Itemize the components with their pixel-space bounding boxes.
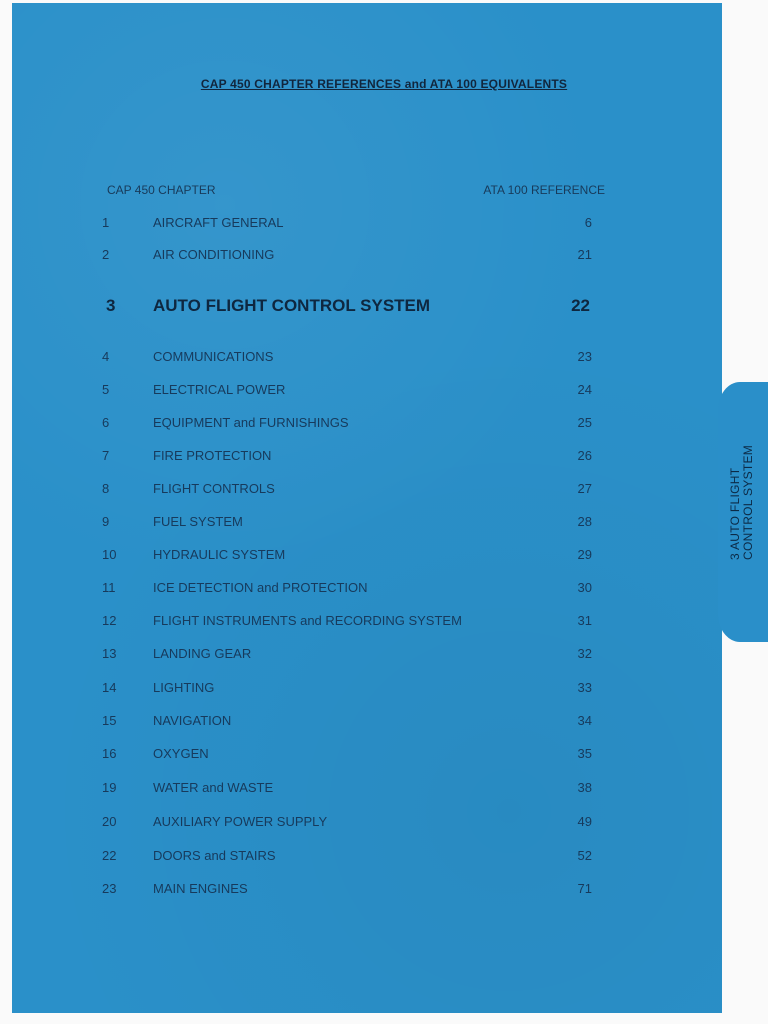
chapter-title: ICE DETECTION and PROTECTION — [153, 580, 368, 595]
table-row — [0, 382, 768, 402]
table-row — [0, 746, 768, 766]
chapter-title: DOORS and STAIRS — [153, 848, 276, 863]
chapter-title: MAIN ENGINES — [153, 881, 248, 896]
table-row — [0, 247, 768, 267]
chapter-title: WATER and WASTE — [153, 780, 274, 795]
chapter-number: 15 — [102, 713, 117, 728]
chapter-title: LIGHTING — [153, 680, 215, 695]
table-row — [0, 349, 768, 369]
table-row — [0, 814, 768, 834]
chapter-number: 8 — [102, 481, 110, 496]
chapter-title: FLIGHT CONTROLS — [153, 481, 275, 496]
chapter-number: 12 — [102, 613, 117, 628]
chapter-title: FUEL SYSTEM — [153, 514, 243, 529]
chapter-title: COMMUNICATIONS — [153, 349, 274, 364]
table-row — [0, 680, 768, 700]
table-row — [0, 448, 768, 468]
ata-reference: 33 — [577, 680, 592, 695]
document-title: CAP 450 CHAPTER REFERENCES and ATA 100 EQUIVALENTS — [200, 77, 568, 91]
table-row — [0, 613, 768, 633]
table-row — [0, 580, 768, 600]
table-row — [0, 848, 768, 868]
chapter-number: 7 — [102, 448, 110, 463]
chapter-title: OXYGEN — [153, 746, 209, 761]
ata-reference: 30 — [577, 580, 592, 595]
chapter-number: 23 — [102, 881, 117, 896]
chapter-number: 14 — [102, 680, 117, 695]
chapter-number: 1 — [102, 215, 110, 230]
chapter-number: 11 — [102, 580, 116, 595]
chapter-title: ELECTRICAL POWER — [153, 382, 286, 397]
ata-reference: 35 — [577, 746, 592, 761]
chapter-title: AUTO FLIGHT CONTROL SYSTEM — [153, 296, 431, 315]
table-row — [0, 215, 768, 235]
chapter-number: 9 — [102, 514, 110, 529]
tab-label-line-1: 3 AUTO FLIGHT — [728, 467, 742, 560]
column-header-ata100: ATA 100 REFERENCE — [483, 183, 605, 197]
ata-reference: 38 — [577, 780, 592, 795]
table-row — [0, 646, 768, 666]
table-row — [0, 547, 768, 567]
chapter-number: 6 — [102, 415, 110, 430]
chapter-title: NAVIGATION — [153, 713, 232, 728]
table-row — [0, 881, 768, 901]
chapter-title: LANDING GEAR — [153, 646, 252, 661]
ata-reference: 25 — [577, 415, 592, 430]
table-row — [0, 481, 768, 501]
chapter-title: AUXILIARY POWER SUPPLY — [153, 814, 328, 829]
ata-reference: 26 — [577, 448, 592, 463]
table-row — [0, 514, 768, 534]
chapter-number: 20 — [102, 814, 117, 829]
chapter-title: AIR CONDITIONING — [153, 247, 275, 262]
chapter-number: 10 — [102, 547, 117, 562]
chapter-title: FLIGHT INSTRUMENTS and RECORDING SYSTEM — [153, 613, 462, 628]
table-row — [0, 415, 768, 435]
chapter-title: FIRE PROTECTION — [153, 448, 272, 463]
ata-reference: 24 — [577, 382, 592, 397]
chapter-number: 22 — [102, 848, 117, 863]
chapter-number: 4 — [102, 349, 110, 364]
chapter-number: 5 — [102, 382, 110, 397]
chapter-number: 3 — [106, 296, 116, 315]
chapter-number: 13 — [102, 646, 117, 661]
ata-reference: 28 — [577, 514, 592, 529]
ata-reference: 21 — [577, 247, 592, 262]
ata-reference: 52 — [577, 848, 592, 863]
ata-reference: 23 — [577, 349, 592, 364]
chapter-number: 16 — [102, 746, 117, 761]
chapter-title: HYDRAULIC SYSTEM — [153, 547, 286, 562]
ata-reference: 29 — [577, 547, 592, 562]
chapter-number: 19 — [102, 780, 117, 795]
tab-label-line-2: CONTROL SYSTEM — [741, 444, 755, 560]
ata-reference: 71 — [577, 881, 592, 896]
ata-reference: 6 — [584, 215, 592, 230]
table-row — [0, 780, 768, 800]
ata-reference: 22 — [571, 296, 590, 315]
chapter-number: 2 — [102, 247, 110, 262]
table-row — [0, 713, 768, 733]
column-header-cap450: CAP 450 CHAPTER — [107, 183, 216, 197]
chapter-title: AIRCRAFT GENERAL — [153, 215, 284, 230]
ata-reference: 27 — [577, 481, 592, 496]
ata-reference: 34 — [577, 713, 592, 728]
ata-reference: 49 — [577, 814, 592, 829]
chapter-title: EQUIPMENT and FURNISHINGS — [153, 415, 349, 430]
ata-reference: 31 — [577, 613, 592, 628]
ata-reference: 32 — [577, 646, 592, 661]
table-row-highlighted — [0, 296, 768, 316]
